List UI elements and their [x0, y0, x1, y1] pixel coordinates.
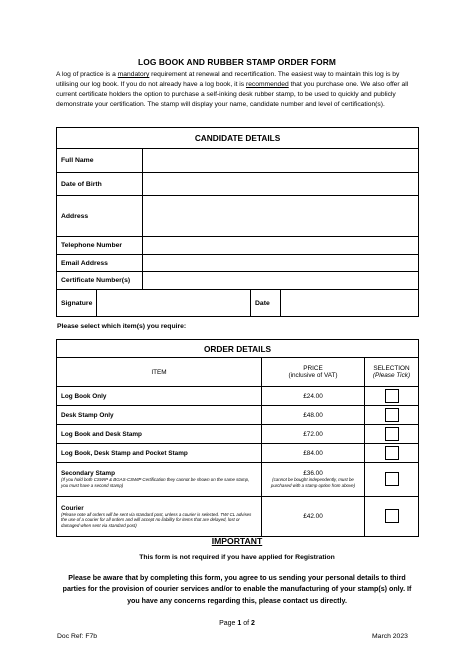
order-instruction: Please select which item(s) you require: [57, 323, 187, 330]
intro-recommended: recommended [245, 81, 289, 89]
intro-paragraph [56, 70, 421, 110]
courier-checkbox[interactable] [385, 509, 399, 523]
dob-field[interactable] [143, 173, 419, 196]
form-title: LOG BOOK AND RUBBER STAMP ORDER FORM [138, 57, 336, 67]
signature-field[interactable] [97, 290, 251, 317]
selection-column-header: SELECTION (Please Tick) [365, 358, 419, 387]
full-name-label: Full Name [57, 149, 143, 173]
item-note: (Please note all orders will be sent via standard post, unless a courier is selected. TWI CL advises the use of a courier for all orders and will accept no liability for items that are delayed, lost or damaged when sent via standard post) [61, 511, 252, 528]
intro-mandatory: mandatory [117, 71, 150, 78]
table-row [57, 444, 419, 463]
candidate-heading: CANDIDATE DETAILS [57, 128, 419, 149]
consent-notice: Please be aware that by completing this form, you agree to us sending your personal details to third parties for the provision of courier services and/or to enable the manufacturing of your stamp(s) only. If you have any concerns regarding this, please contact us directly. [62, 574, 412, 605]
desk-stamp-checkbox[interactable] [385, 408, 399, 422]
table-row [57, 497, 419, 537]
item-name: Log Book Only [57, 387, 262, 406]
item-name: Courier (Please note all orders will be sent via standard post, unless a courier is selected. TWI CL advises the use of a courier for all orders and will accept no liability for items that are delayed, lost or damaged when sent via standard post) [57, 497, 262, 537]
price-column-header: PRICE (inclusive of VAT) [262, 358, 365, 387]
item-name: Secondary Stamp (If you hold both CSWIP & BGAS-CSWIP Certification they cannot be shown on the same stamp, you must have a second stamp) [57, 463, 262, 497]
item-price: £36.00 (cannot be bought independently, must be purchased with a stamp option from above) [262, 463, 365, 497]
price-note: (cannot be bought independently, must be purchased with a stamp option from above) [270, 477, 356, 488]
bundle-checkbox[interactable] [385, 446, 399, 460]
address-field[interactable] [143, 196, 419, 237]
order-heading: ORDER DETAILS [57, 340, 419, 358]
email-field[interactable] [143, 255, 419, 272]
item-price: £84.00 [262, 444, 365, 463]
item-name: Log Book and Desk Stamp [57, 425, 262, 444]
signature-label: Signature [57, 290, 97, 317]
date-field[interactable] [281, 290, 419, 317]
intro-text-3: that you purchase one. We also offer all current certificate holders the option to purchase a self-inking desk rubber stamp, to be used to quickly and publicly demonstrate your certification. The stamp will display your name, candidate number and level of certification(s). [56, 81, 409, 109]
intro-text-1: A log of practice is a [56, 71, 118, 78]
item-name: Desk Stamp Only [57, 406, 262, 425]
item-price: £48.00 [262, 406, 365, 425]
certificate-field[interactable] [143, 272, 419, 290]
page-number: Page 1 of 2 [219, 620, 255, 627]
important-heading: IMPORTANT [211, 536, 263, 546]
address-label: Address [57, 196, 143, 237]
log-book-desk-stamp-checkbox[interactable] [385, 427, 399, 441]
secondary-stamp-checkbox[interactable] [385, 472, 399, 486]
table-row [57, 387, 419, 406]
not-required-note: This form is not required if you have applied for Registration [139, 554, 335, 561]
full-name-field[interactable] [143, 149, 419, 173]
table-row [57, 425, 419, 444]
telephone-field[interactable] [143, 237, 419, 255]
log-book-checkbox[interactable] [385, 389, 399, 403]
item-column-header: ITEM [57, 358, 262, 387]
doc-date: March 2023 [372, 633, 408, 640]
email-label: Email Address [57, 255, 143, 272]
date-label: Date [251, 290, 281, 317]
intro-text-2: requirement at renewal and recertification. The easiest way to maintain this log is by utilising our log book. If you do not already have a log book, it is [56, 71, 400, 89]
doc-ref: Doc Ref: F7b [57, 633, 98, 640]
order-details-table [56, 339, 419, 537]
table-row [57, 463, 419, 497]
table-row [57, 406, 419, 425]
certificate-label: Certificate Number(s) [57, 272, 143, 290]
item-note: (If you hold both CSWIP & BGAS-CSWIP Certification they cannot be shown on the same stamp, you must have a second stamp) [61, 477, 250, 488]
dob-label: Date of Birth [57, 173, 143, 196]
item-name: Log Book, Desk Stamp and Pocket Stamp [57, 444, 262, 463]
candidate-details-table [56, 127, 419, 317]
telephone-label: Telephone Number [57, 237, 143, 255]
item-price: £42.00 [262, 497, 365, 537]
item-price: £24.00 [262, 387, 365, 406]
item-price: £72.00 [262, 425, 365, 444]
